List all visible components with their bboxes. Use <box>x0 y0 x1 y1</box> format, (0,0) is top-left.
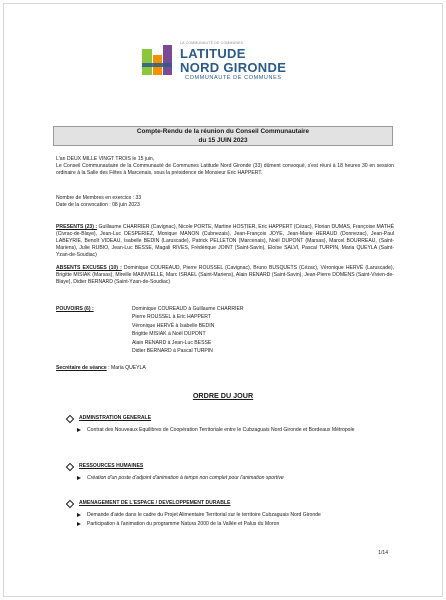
arrow-bullet-icon <box>77 476 81 480</box>
logo <box>140 40 305 84</box>
logo-line1: LATITUDE <box>180 46 246 61</box>
pouvoir-item: Didier BERNARD à Pascal TURPIN <box>132 347 213 354</box>
secretaire-line <box>56 365 394 372</box>
agenda-section-heading-text: RESSOURCES HUMAINES <box>79 463 144 469</box>
agenda-section-heading <box>67 500 397 507</box>
agenda-section <box>67 500 397 528</box>
agenda-title: ORDRE DU JOUR <box>192 391 254 400</box>
intro-date-line: L'an DEUX MILLE VINGT TROIS le 15 juin, <box>56 156 155 162</box>
intro-paragraph <box>56 156 394 177</box>
agenda-item-text: Demande d'aide dans le cadre du Projet Alimentaire Territorial sur le territoire Cubzaguais Nord Gironde <box>87 512 321 518</box>
presents-label: PRESENTS (23) : <box>56 224 98 230</box>
absents-paragraph <box>56 265 394 286</box>
logo-mark-icon <box>140 43 174 77</box>
pouvoir-item: Alain RENARD à Jean-Luc BESSE <box>132 339 212 346</box>
diamond-bullet-icon <box>66 463 74 471</box>
agenda-section-heading-text: ADMINSTRATION GENERALE <box>79 415 152 421</box>
report-title-box <box>53 126 393 146</box>
arrow-bullet-icon <box>77 428 81 432</box>
agenda-item-text: Création d'un poste d'adjoint d'animation à temps non complet pour l'animation sportive <box>87 475 284 481</box>
diamond-bullet-icon <box>66 500 74 508</box>
report-date: du 15 JUIN 2023 <box>198 136 248 144</box>
pouvoirs-list <box>132 306 244 356</box>
agenda-item <box>67 475 397 482</box>
agenda-item <box>67 427 397 434</box>
convocation-date: Date de la convocation : 08 juin 2023 <box>56 202 140 208</box>
agenda-section-heading-text: AMENAGEMENT DE L'ESPACE / DEVELOPPEMENT DURABLE <box>79 500 231 506</box>
pouvoir-item: Pierre ROUSSEL à Eric HAPPERT <box>132 314 211 321</box>
logo-subtitle: COMMUNAUTÉ DE COMMUNES <box>185 75 282 81</box>
pouvoir-item: Brigitte MISIAK à Noël DUPONT <box>132 331 206 338</box>
agenda-section <box>67 463 397 482</box>
arrow-bullet-icon <box>77 522 81 526</box>
agenda-item-text: Participation à l'animation du programme Natura 2000 de la Vallée et Palus du Moron <box>87 521 280 527</box>
meeting-meta <box>56 195 394 209</box>
agenda-item <box>67 512 397 519</box>
arrow-bullet-icon <box>77 513 81 517</box>
secretaire-name: : Maria QUEYLA <box>106 365 146 371</box>
agenda-item <box>67 521 397 528</box>
agenda-section-heading <box>67 415 397 422</box>
absents-label: ABSENTS EXCUSES (10) : <box>56 265 122 271</box>
members-count: Nombre de Membres en exercice : 33 <box>56 195 142 201</box>
agenda-section <box>67 415 397 434</box>
logo-line2: NORD GIRONDE <box>180 60 287 75</box>
pouvoirs-label: POUVOIRS (6) : <box>56 306 94 312</box>
agenda-section-heading <box>67 463 397 470</box>
secretaire-label: Secrétaire de séance <box>56 365 107 371</box>
presents-paragraph <box>56 224 394 259</box>
intro-body: Le Conseil Communautaire de la Communauté de Communes Latitude Nord Gironde (33) dûment convoqué, s'est réuni à 18 heures 30 en session ordinaire à la Salle des Fêtes à Marcenais, sous la présidence de Monsieur Eric HAPPERT. <box>56 163 394 176</box>
page-number: 1/14 <box>378 550 388 556</box>
diamond-bullet-icon <box>66 415 74 423</box>
agenda-item-text: Contrat des Nouveaux Equilibres de Coopération Territoriale entre le Cubzaguais Nord Gironde et Bordeaux Métropole <box>87 427 355 433</box>
absents-list: Dominique COUREAUD, Pierre ROUSSEL (Cavignac), Bruno BUSQUETS (Cézac), Véronique HERVÉ (Laruscade), Brigitte MISIAK (Marsas), Mireille MAINVIELLE, Marc ISRAEL (Saint-Mariens), Alain RENARD (Saint-Savin), Jean-Pierre DOMENS (Saint-Vivien-de-Blaye), Didier BERNARD (Saint-Yzan-de-Soudiac) <box>56 265 394 285</box>
pouvoir-item: Dominique COUREAUD à Guillaume CHARRIER <box>132 306 244 312</box>
report-title: Compte-Rendu de la réunion du Conseil Communautaire <box>136 128 310 135</box>
pouvoir-item: Véronique HERVÉ à Isabelle BEDIN <box>132 322 215 329</box>
logo-tagline: LA COMMUNAUTÉ DE COMMUNES <box>180 41 244 45</box>
presents-list: Guillaume CHARRIER (Cavignac), Nicole PORTE, Martine HOSTIER, Eric HAPPERT (Cézac), Florian DUMAS, Françoise MATHÉ (Civrac-de-Blaye), Jean-Luc DESPERIEZ, Monique MANON (Cubnezais), Jean-François JOYE, Jean-Marie HERAUD (Donnezac), Jean-Paul LABEYRIE, Benoît VIDEAU, Isabelle BEDIN (Laruscade), Patrick PELLETON (Marcenais), Noël DUPONT (Marsas), Marcel BOURREAU, (Saint-Mariens), Julie RUBIO, Jean-Luc BESSE, Magali RIVES, Frédérique JOINT (Saint-Savin), Eloïse SALVI, Pascal TURPIN, Maria QUEYLA (Saint-Yzan-de-Soudiac) <box>56 224 394 258</box>
